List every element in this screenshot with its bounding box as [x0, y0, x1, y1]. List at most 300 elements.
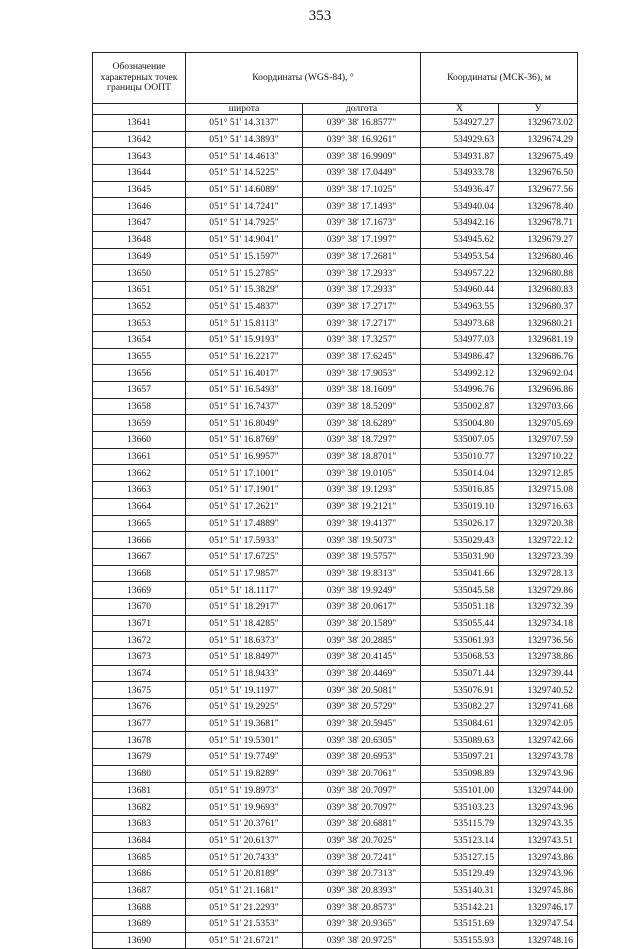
latitude-cell: 051° 51' 16.4017": [186, 365, 303, 382]
y-cell: 1329734.18: [499, 615, 578, 632]
y-cell: 1329742.66: [499, 732, 578, 749]
point-id-cell: 13686: [93, 865, 186, 882]
point-id-cell: 13688: [93, 899, 186, 916]
x-cell: 535004.80: [421, 415, 499, 432]
latitude-cell: 051° 51' 19.8973": [186, 782, 303, 799]
x-cell: 535127.15: [421, 849, 499, 866]
longitude-cell: 039° 38' 20.1589": [303, 615, 421, 632]
point-id-cell: 13643: [93, 148, 186, 165]
longitude-cell: 039° 38' 20.0617": [303, 598, 421, 615]
page-number: 353: [308, 8, 332, 24]
x-cell: 535071.44: [421, 665, 499, 682]
longitude-cell: 039° 38' 20.6953": [303, 749, 421, 766]
y-cell: 1329729.86: [499, 582, 578, 599]
table-header: [93, 53, 578, 115]
table-row: [93, 715, 578, 732]
y-cell: 1329732.39: [499, 598, 578, 615]
y-cell: 1329743.96: [499, 765, 578, 782]
x-cell: 534929.63: [421, 131, 499, 148]
latitude-cell: 051° 51' 20.7433": [186, 849, 303, 866]
point-id-cell: 13660: [93, 432, 186, 449]
y-cell: 1329740.52: [499, 682, 578, 699]
table-row: [93, 615, 578, 632]
latitude-cell: 051° 51' 18.1117": [186, 582, 303, 599]
y-cell: 1329728.13: [499, 565, 578, 582]
table-row: [93, 215, 578, 232]
x-cell: 535016.85: [421, 482, 499, 499]
longitude-cell: 039° 38' 19.1293": [303, 482, 421, 499]
longitude-cell: 039° 38' 20.2885": [303, 632, 421, 649]
point-id-cell: 13678: [93, 732, 186, 749]
longitude-cell: 039° 38' 20.8573": [303, 899, 421, 916]
table-row: [93, 815, 578, 832]
longitude-cell: 039° 38' 20.4145": [303, 649, 421, 666]
latitude-cell: 051° 51' 15.2785": [186, 265, 303, 282]
longitude-cell: 039° 38' 20.6881": [303, 815, 421, 832]
y-cell: 1329673.02: [499, 115, 578, 132]
point-id-cell: 13685: [93, 849, 186, 866]
x-cell: 535055.44: [421, 615, 499, 632]
latitude-cell: 051° 51' 21.1681": [186, 882, 303, 899]
point-id-cell: 13641: [93, 115, 186, 132]
table-row: [93, 899, 578, 916]
point-id-cell: 13645: [93, 181, 186, 198]
y-cell: 1329742.05: [499, 715, 578, 732]
latitude-cell: 051° 51' 17.5933": [186, 532, 303, 549]
point-id-cell: 13655: [93, 348, 186, 365]
table-row: [93, 448, 578, 465]
point-id-cell: 13673: [93, 649, 186, 666]
latitude-cell: 051° 51' 19.3681": [186, 715, 303, 732]
table-row: [93, 465, 578, 482]
point-id-cell: 13687: [93, 882, 186, 899]
longitude-cell: 039° 38' 17.2681": [303, 248, 421, 265]
longitude-cell: 039° 38' 17.2933": [303, 265, 421, 282]
table-row: [93, 598, 578, 615]
y-cell: 1329679.27: [499, 231, 578, 248]
table-row: [93, 665, 578, 682]
latitude-cell: 051° 51' 19.2925": [186, 699, 303, 716]
latitude-cell: 051° 51' 15.4837": [186, 298, 303, 315]
y-cell: 1329716.63: [499, 498, 578, 515]
latitude-cell: 051° 51' 19.8289": [186, 765, 303, 782]
header-wgs84: Координаты (WGS-84), °: [186, 53, 421, 104]
table-row: [93, 582, 578, 599]
point-id-cell: 13646: [93, 198, 186, 215]
longitude-cell: 039° 38' 17.2717": [303, 315, 421, 332]
table-row: [93, 382, 578, 399]
longitude-cell: 039° 38' 20.5081": [303, 682, 421, 699]
table-row: [93, 281, 578, 298]
x-cell: 535123.14: [421, 832, 499, 849]
table-row: [93, 115, 578, 132]
latitude-cell: 051° 51' 20.3761": [186, 815, 303, 832]
x-cell: 534957.22: [421, 265, 499, 282]
point-id-cell: 13669: [93, 582, 186, 599]
y-cell: 1329703.66: [499, 398, 578, 415]
longitude-cell: 039° 38' 17.0449": [303, 165, 421, 182]
latitude-cell: 051° 51' 16.9957": [186, 448, 303, 465]
longitude-cell: 039° 38' 17.2933": [303, 281, 421, 298]
table-row: [93, 765, 578, 782]
x-cell: 535014.04: [421, 465, 499, 482]
table-row: [93, 298, 578, 315]
latitude-cell: 051° 51' 14.9041": [186, 231, 303, 248]
longitude-cell: 039° 38' 19.2121": [303, 498, 421, 515]
point-id-cell: 13651: [93, 281, 186, 298]
x-cell: 535151.69: [421, 916, 499, 933]
table-row: [93, 548, 578, 565]
longitude-cell: 039° 38' 19.9249": [303, 582, 421, 599]
latitude-cell: 051° 51' 21.5353": [186, 916, 303, 933]
x-cell: 535029.43: [421, 532, 499, 549]
x-cell: 535076.91: [421, 682, 499, 699]
y-cell: 1329710.22: [499, 448, 578, 465]
point-id-cell: 13647: [93, 215, 186, 232]
point-id-cell: 13683: [93, 815, 186, 832]
longitude-cell: 039° 38' 20.7025": [303, 832, 421, 849]
x-cell: 535045.58: [421, 582, 499, 599]
latitude-cell: 051° 51' 19.5301": [186, 732, 303, 749]
table-row: [93, 649, 578, 666]
y-cell: 1329722.12: [499, 532, 578, 549]
longitude-cell: 039° 38' 20.9725": [303, 932, 421, 949]
y-cell: 1329680.83: [499, 281, 578, 298]
x-cell: 534936.47: [421, 181, 499, 198]
x-cell: 535103.23: [421, 799, 499, 816]
longitude-cell: 039° 38' 17.9053": [303, 365, 421, 382]
latitude-cell: 051° 51' 17.1001": [186, 465, 303, 482]
x-cell: 535129.49: [421, 865, 499, 882]
latitude-cell: 051° 51' 15.9193": [186, 331, 303, 348]
header-empty-cell: [93, 104, 186, 115]
y-cell: 1329743.78: [499, 749, 578, 766]
point-id-cell: 13674: [93, 665, 186, 682]
point-id-cell: 13670: [93, 598, 186, 615]
x-cell: 535115.79: [421, 815, 499, 832]
x-cell: 534977.03: [421, 331, 499, 348]
latitude-cell: 051° 51' 14.6089": [186, 181, 303, 198]
x-cell: 534940.04: [421, 198, 499, 215]
header-longitude: долгота: [303, 104, 421, 115]
longitude-cell: 039° 38' 18.5209": [303, 398, 421, 415]
table-row: [93, 732, 578, 749]
longitude-cell: 039° 38' 20.7097": [303, 782, 421, 799]
table-row: [93, 482, 578, 499]
longitude-cell: 039° 38' 17.1025": [303, 181, 421, 198]
point-id-cell: 13656: [93, 365, 186, 382]
latitude-cell: 051° 51' 19.9693": [186, 799, 303, 816]
x-cell: 535061.93: [421, 632, 499, 649]
table-row: [93, 231, 578, 248]
latitude-cell: 051° 51' 17.9857": [186, 565, 303, 582]
x-cell: 534931.87: [421, 148, 499, 165]
table-row: [93, 749, 578, 766]
y-cell: 1329692.04: [499, 365, 578, 382]
point-id-cell: 13644: [93, 165, 186, 182]
latitude-cell: 051° 51' 21.6721": [186, 932, 303, 949]
y-cell: 1329675.49: [499, 148, 578, 165]
y-cell: 1329745.86: [499, 882, 578, 899]
point-id-cell: 13666: [93, 532, 186, 549]
point-id-cell: 13658: [93, 398, 186, 415]
longitude-cell: 039° 38' 20.4469": [303, 665, 421, 682]
header-x: X: [421, 104, 499, 115]
table-body: [93, 115, 578, 949]
longitude-cell: 039° 38' 17.1493": [303, 198, 421, 215]
y-cell: 1329681.19: [499, 331, 578, 348]
point-id-cell: 13659: [93, 415, 186, 432]
table-row: [93, 398, 578, 415]
y-cell: 1329712.85: [499, 465, 578, 482]
longitude-cell: 039° 38' 17.3257": [303, 331, 421, 348]
header-latitude: широта: [186, 104, 303, 115]
point-id-cell: 13650: [93, 265, 186, 282]
x-cell: 534960.44: [421, 281, 499, 298]
table-row: [93, 682, 578, 699]
y-cell: 1329741.68: [499, 699, 578, 716]
y-cell: 1329747.54: [499, 916, 578, 933]
point-id-cell: 13667: [93, 548, 186, 565]
latitude-cell: 051° 51' 17.2621": [186, 498, 303, 515]
longitude-cell: 039° 38' 20.7313": [303, 865, 421, 882]
point-id-cell: 13679: [93, 749, 186, 766]
table-row: [93, 131, 578, 148]
x-cell: 535097.21: [421, 749, 499, 766]
y-cell: 1329680.46: [499, 248, 578, 265]
longitude-cell: 039° 38' 20.7241": [303, 849, 421, 866]
table-row: [93, 415, 578, 432]
y-cell: 1329743.96: [499, 865, 578, 882]
table-row: [93, 181, 578, 198]
y-cell: 1329677.56: [499, 181, 578, 198]
latitude-cell: 051° 51' 15.8113": [186, 315, 303, 332]
point-id-cell: 13653: [93, 315, 186, 332]
table-row: [93, 699, 578, 716]
y-cell: 1329674.29: [499, 131, 578, 148]
latitude-cell: 051° 51' 14.5225": [186, 165, 303, 182]
header-point-label: Обозначение характерных точек границы ООПТ: [93, 53, 186, 104]
y-cell: 1329743.51: [499, 832, 578, 849]
point-id-cell: 13661: [93, 448, 186, 465]
y-cell: 1329678.40: [499, 198, 578, 215]
latitude-cell: 051° 51' 14.3893": [186, 131, 303, 148]
table-row: [93, 432, 578, 449]
x-cell: 535142.21: [421, 899, 499, 916]
x-cell: 535010.77: [421, 448, 499, 465]
longitude-cell: 039° 38' 20.8393": [303, 882, 421, 899]
point-id-cell: 13677: [93, 715, 186, 732]
latitude-cell: 051° 51' 19.1197": [186, 682, 303, 699]
latitude-cell: 051° 51' 17.6725": [186, 548, 303, 565]
latitude-cell: 051° 51' 17.4889": [186, 515, 303, 532]
latitude-cell: 051° 51' 14.7925": [186, 215, 303, 232]
table-row: [93, 365, 578, 382]
x-cell: 535155.93: [421, 932, 499, 949]
longitude-cell: 039° 38' 18.1609": [303, 382, 421, 399]
x-cell: 535082.27: [421, 699, 499, 716]
y-cell: 1329686.76: [499, 348, 578, 365]
latitude-cell: 051° 51' 20.6137": [186, 832, 303, 849]
table-row: [93, 515, 578, 532]
table-row: [93, 916, 578, 933]
header-y: У: [499, 104, 578, 115]
longitude-cell: 039° 38' 18.8701": [303, 448, 421, 465]
longitude-cell: 039° 38' 16.8577": [303, 115, 421, 132]
latitude-cell: 051° 51' 19.7749": [186, 749, 303, 766]
table-row: [93, 882, 578, 899]
point-id-cell: 13680: [93, 765, 186, 782]
table-row: [93, 315, 578, 332]
y-cell: 1329720.38: [499, 515, 578, 532]
table-row: [93, 799, 578, 816]
longitude-cell: 039° 38' 18.6289": [303, 415, 421, 432]
x-cell: 534986.47: [421, 348, 499, 365]
longitude-cell: 039° 38' 19.8313": [303, 565, 421, 582]
x-cell: 535098.89: [421, 765, 499, 782]
longitude-cell: 039° 38' 16.9261": [303, 131, 421, 148]
x-cell: 534992.12: [421, 365, 499, 382]
longitude-cell: 039° 38' 17.1997": [303, 231, 421, 248]
y-cell: 1329696.86: [499, 382, 578, 399]
table-row: [93, 148, 578, 165]
table-row: [93, 932, 578, 949]
y-cell: 1329723.39: [499, 548, 578, 565]
latitude-cell: 051° 51' 15.1597": [186, 248, 303, 265]
y-cell: 1329743.96: [499, 799, 578, 816]
latitude-cell: 051° 51' 16.8769": [186, 432, 303, 449]
latitude-cell: 051° 51' 16.5493": [186, 382, 303, 399]
point-id-cell: 13664: [93, 498, 186, 515]
longitude-cell: 039° 38' 17.6245": [303, 348, 421, 365]
longitude-cell: 039° 38' 17.2717": [303, 298, 421, 315]
table-row: [93, 865, 578, 882]
longitude-cell: 039° 38' 20.7061": [303, 765, 421, 782]
table-row: [93, 832, 578, 849]
x-cell: 534927.27: [421, 115, 499, 132]
x-cell: 535026.17: [421, 515, 499, 532]
x-cell: 534933.78: [421, 165, 499, 182]
point-id-cell: 13642: [93, 131, 186, 148]
y-cell: 1329680.88: [499, 265, 578, 282]
x-cell: 535089.63: [421, 732, 499, 749]
table-row: [93, 198, 578, 215]
point-id-cell: 13689: [93, 916, 186, 933]
y-cell: 1329743.35: [499, 815, 578, 832]
x-cell: 535084.61: [421, 715, 499, 732]
x-cell: 534945.62: [421, 231, 499, 248]
table-row: [93, 348, 578, 365]
point-id-cell: 13682: [93, 799, 186, 816]
point-id-cell: 13675: [93, 682, 186, 699]
longitude-cell: 039° 38' 19.5073": [303, 532, 421, 549]
table-row: [93, 565, 578, 582]
y-cell: 1329743.86: [499, 849, 578, 866]
latitude-cell: 051° 51' 14.7241": [186, 198, 303, 215]
latitude-cell: 051° 51' 14.4613": [186, 148, 303, 165]
y-cell: 1329678.71: [499, 215, 578, 232]
point-id-cell: 13663: [93, 482, 186, 499]
point-id-cell: 13671: [93, 615, 186, 632]
longitude-cell: 039° 38' 20.5729": [303, 699, 421, 716]
x-cell: 535140.31: [421, 882, 499, 899]
longitude-cell: 039° 38' 18.7297": [303, 432, 421, 449]
x-cell: 535051.18: [421, 598, 499, 615]
point-id-cell: 13672: [93, 632, 186, 649]
table-row: [93, 782, 578, 799]
latitude-cell: 051° 51' 16.7437": [186, 398, 303, 415]
x-cell: 535101.00: [421, 782, 499, 799]
point-id-cell: 13684: [93, 832, 186, 849]
longitude-cell: 039° 38' 20.9365": [303, 916, 421, 933]
table-row: [93, 265, 578, 282]
y-cell: 1329715.08: [499, 482, 578, 499]
y-cell: 1329746.17: [499, 899, 578, 916]
point-id-cell: 13652: [93, 298, 186, 315]
latitude-cell: 051° 51' 15.3829": [186, 281, 303, 298]
table-row: [93, 532, 578, 549]
y-cell: 1329736.56: [499, 632, 578, 649]
table-row: [93, 331, 578, 348]
x-cell: 534973.68: [421, 315, 499, 332]
point-id-cell: 13654: [93, 331, 186, 348]
x-cell: 535041.66: [421, 565, 499, 582]
point-id-cell: 13665: [93, 515, 186, 532]
point-id-cell: 13681: [93, 782, 186, 799]
longitude-cell: 039° 38' 16.9909": [303, 148, 421, 165]
point-id-cell: 13649: [93, 248, 186, 265]
x-cell: 535002.87: [421, 398, 499, 415]
y-cell: 1329676.50: [499, 165, 578, 182]
y-cell: 1329680.21: [499, 315, 578, 332]
point-id-cell: 13676: [93, 699, 186, 716]
latitude-cell: 051° 51' 17.1901": [186, 482, 303, 499]
latitude-cell: 051° 51' 18.4285": [186, 615, 303, 632]
y-cell: 1329744.00: [499, 782, 578, 799]
longitude-cell: 039° 38' 19.4137": [303, 515, 421, 532]
point-id-cell: 13657: [93, 382, 186, 399]
x-cell: 535031.90: [421, 548, 499, 565]
x-cell: 534996.76: [421, 382, 499, 399]
longitude-cell: 039° 38' 17.1673": [303, 215, 421, 232]
point-id-cell: 13648: [93, 231, 186, 248]
point-id-cell: 13668: [93, 565, 186, 582]
latitude-cell: 051° 51' 18.6373": [186, 632, 303, 649]
latitude-cell: 051° 51' 18.8497": [186, 649, 303, 666]
header-msk36: Координаты (МСК-36), м: [421, 53, 578, 104]
y-cell: 1329707.59: [499, 432, 578, 449]
latitude-cell: 051° 51' 16.2217": [186, 348, 303, 365]
longitude-cell: 039° 38' 19.5757": [303, 548, 421, 565]
latitude-cell: 051° 51' 21.2293": [186, 899, 303, 916]
x-cell: 534942.16: [421, 215, 499, 232]
latitude-cell: 051° 51' 18.9433": [186, 665, 303, 682]
table-row: [93, 248, 578, 265]
table-row: [93, 498, 578, 515]
y-cell: 1329680.37: [499, 298, 578, 315]
x-cell: 535068.53: [421, 649, 499, 666]
longitude-cell: 039° 38' 20.6305": [303, 732, 421, 749]
table-row: [93, 849, 578, 866]
longitude-cell: 039° 38' 19.0105": [303, 465, 421, 482]
latitude-cell: 051° 51' 20.8189": [186, 865, 303, 882]
point-id-cell: 13690: [93, 932, 186, 949]
x-cell: 534963.55: [421, 298, 499, 315]
longitude-cell: 039° 38' 20.5945": [303, 715, 421, 732]
x-cell: 535007.05: [421, 432, 499, 449]
y-cell: 1329748.16: [499, 932, 578, 949]
longitude-cell: 039° 38' 20.7097": [303, 799, 421, 816]
